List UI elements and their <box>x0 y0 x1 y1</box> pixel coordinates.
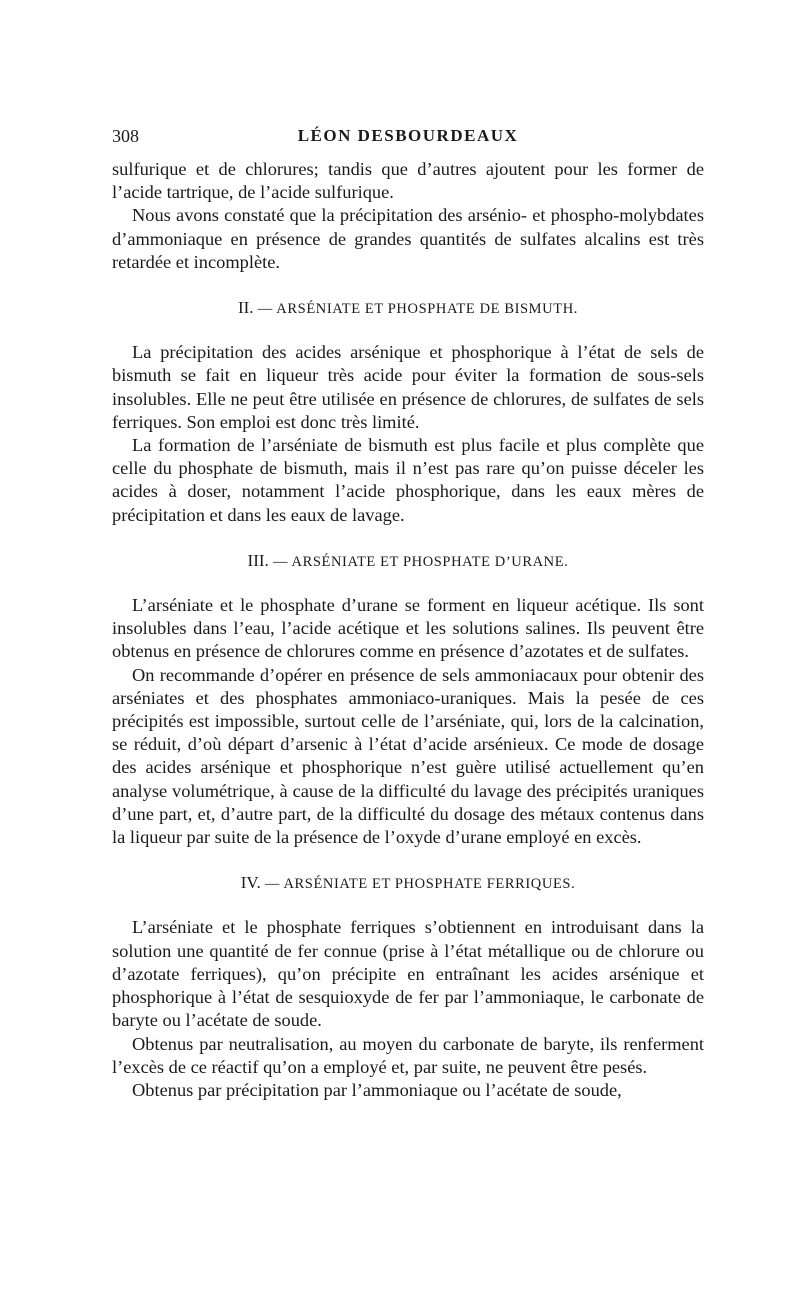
body-text <box>112 158 704 1102</box>
running-title: LÉON DESBOURDEAUX <box>297 126 519 145</box>
section-number: III. <box>247 550 269 570</box>
section-number: IV. <box>240 873 261 893</box>
paragraph-continuation: sulfurique et de chlorures; tandis que d’autres ajoutent pour les former de l’acide tartrique, de l’acide sulfurique. <box>112 159 704 203</box>
section-title: — ARSÉNIATE ET PHOSPHATE D’URANE. <box>268 553 569 570</box>
paragraph: Nous avons constaté que la précipitation des arsénio- et phospho-molybdates d’ammoniaque en présence de grandes quantités de sulfates alcalins est très retardée et incomplète. <box>112 205 704 272</box>
paragraph: L’arséniate et le phosphate ferriques s’obtiennent en introduisant dans la solution une quantité de fer connue (prise à l’état métallique ou de chlorure ou d’azotate ferriques), qu’on précipite en entraînant les acides arsénique et phosphorique à l’état de sesquioxyde de fer par l’ammoniaque, le carbonate de baryte ou l’acétate de soude. <box>112 917 704 1031</box>
section-heading-urane <box>112 549 704 574</box>
section-heading-bismuth <box>112 296 704 321</box>
section-heading-ferriques <box>112 871 704 896</box>
paragraph: On recommande d’opérer en présence de sels ammoniacaux pour obtenir des arséniates et des phosphates ammoniaco-uraniques. Mais la pesée de ces précipités est impossible, surtout celle de l’arséniate, qui, lors de la calcination, se réduit, d’où départ d’arsenic à l’état d’acide arsénieux. Ce mode de dosage des acides arsénique et phosphorique n’est guère utilisé actuellement qu’en analyse volumétrique, à cause de la difficulté du lavage des précipités uraniques d’une part, et, d’autre part, de la difficulté du dosage des métaux contenus dans la liqueur par suite de la présence de l’oxyde d’urane employé en excès. <box>112 664 704 848</box>
page-header <box>112 126 704 150</box>
paragraph: Obtenus par neutralisation, au moyen du carbonate de baryte, ils renferment l’excès de ce réactif qu’on a employé et, par suite, ne peuvent être pesés. <box>112 1033 704 1077</box>
paragraph: L’arséniate et le phosphate d’urane se forment en liqueur acétique. Ils sont insolubles dans l’eau, l’acide acétique et les solutions salines. Ils peuvent être obtenus en présence de chlorures comme en présence d’azotates et de sulfates. <box>112 595 704 662</box>
page-number: 308 <box>112 126 139 146</box>
paragraph: La précipitation des acides arsénique et phosphorique à l’état de sels de bismuth se fait en liqueur très acide pour éviter la formation de sous-sels insolubles. Elle ne peut être utilisée en présence de chlorures, de sulfates de sels ferriques. Son emploi est donc très limité. <box>112 342 704 432</box>
section-title: — ARSÉNIATE ET PHOSPHATE DE BISMUTH. <box>253 301 579 318</box>
paragraph: La formation de l’arséniate de bismuth est plus facile et plus complète que celle du phosphate de bismuth, mais il n’est pas rare qu’on puisse déceler les acides à doser, notamment l’acide phosphorique, dans les eaux mères de précipitation et dans les eaux de lavage. <box>112 435 704 525</box>
section-number: II. <box>237 298 254 318</box>
section-title: — ARSÉNIATE ET PHOSPHATE FERRIQUES. <box>260 876 576 893</box>
paragraph: Obtenus par précipitation par l’ammoniaque ou l’acétate de soude, <box>132 1079 622 1100</box>
